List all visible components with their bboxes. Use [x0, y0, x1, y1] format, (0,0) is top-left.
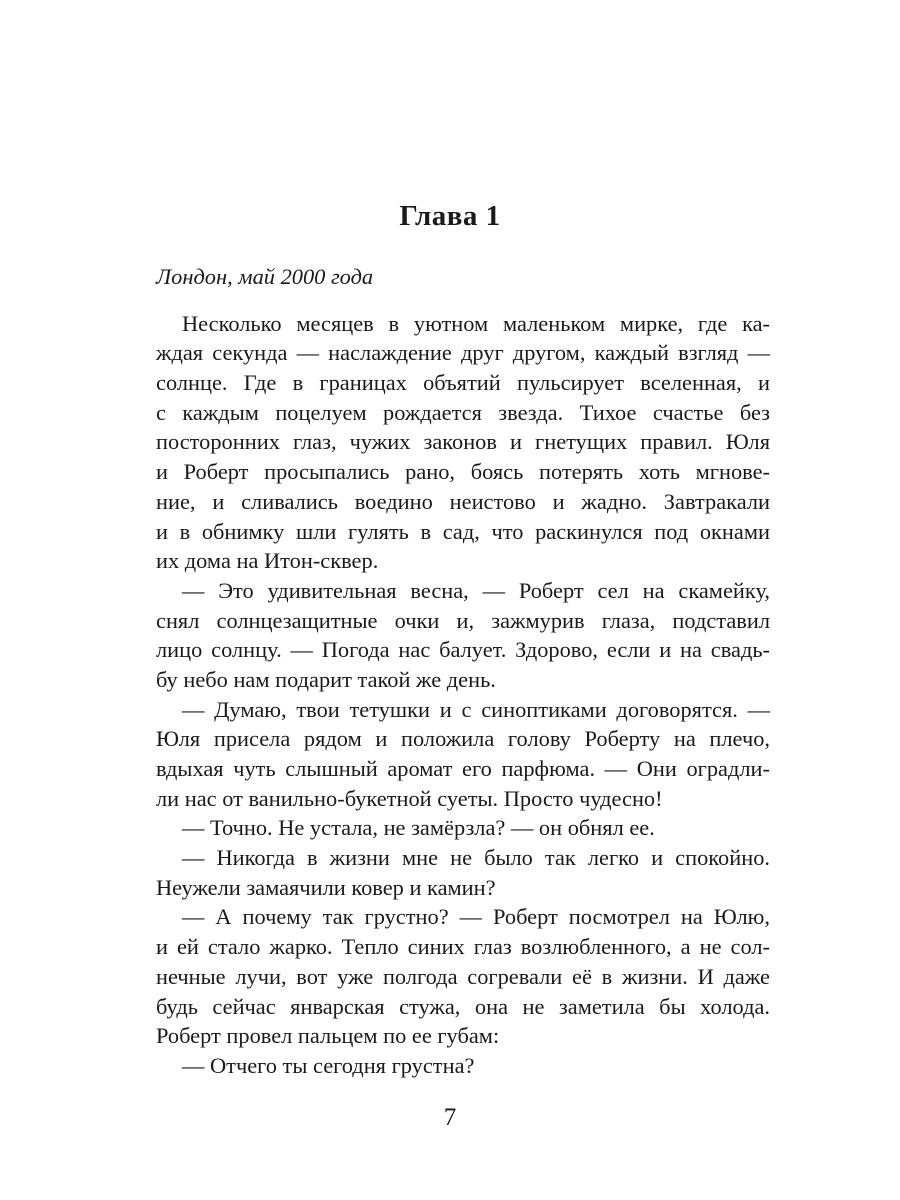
text-line: лицо солнцу. — Погода нас балует. Здорово, если и на свадь- [156, 637, 770, 663]
text-line: снял солнцезащитные очки и, зажмурив глаза, подставил [156, 607, 770, 633]
text-line: бу небо нам подарит такой же день. [156, 666, 496, 692]
text-line: — Никогда в жизни мне не было так легко и спокойно. [182, 845, 770, 871]
text-line: Роберт провел пальцем по ее губам: [156, 1023, 500, 1049]
place-date: Лондон, май 2000 года [156, 264, 374, 289]
text-line: их дома на Итон-сквер. [156, 548, 379, 574]
text-line: — А почему так грустно? — Роберт посмотрел на Юлю, [182, 904, 770, 930]
text-line: посторонних глаз, чужих законов и гнетущих правил. Юля [156, 429, 770, 455]
text-line: нечные лучи, вот уже полгода согревали её в жизни. И даже [156, 963, 770, 989]
page-number: 7 [443, 1104, 457, 1131]
text-line: Юля присела рядом и положила голову Роберту на плечо, [156, 726, 770, 752]
text-line: солнце. Где в границах объятий пульсирует вселенная, и [156, 370, 770, 396]
text-line: ние, и сливались воедино неистово и жадно. Завтракали [156, 488, 770, 514]
text-line: и ей стало жарко. Тепло синих глаз возлюбленного, а не сол- [156, 934, 770, 960]
text-line: ли нас от ванильно-букетной суеты. Просто чудесно! [156, 785, 663, 811]
text-line: и в обнимку шли гулять в сад, что раскинулся под окнами [156, 518, 770, 544]
text-line: и Роберт просыпались рано, боясь потерять хоть мгнове- [156, 459, 770, 485]
text-line: — Думаю, твои тетушки и с синоптиками договорятся. — [182, 696, 770, 722]
text-line: будь сейчас январская стужа, она не заметила бы холода. [156, 993, 770, 1019]
text-line: с каждым поцелуем рождается звезда. Тихое счастье без [156, 399, 770, 425]
text-line: вдыхая чуть слышный аромат его парфюма. — Они оградли- [156, 756, 770, 782]
text-line: — Это удивительная весна, — Роберт сел на скамейку, [182, 577, 770, 603]
text-line: — Точно. Не устала, не замёрзла? — он обнял ее. [182, 815, 655, 841]
text-line: Неужели замаячили ковер и камин? [156, 874, 496, 900]
text-line: ждая секунда — наслаждение друг другом, каждый взгляд — [156, 340, 770, 366]
text-line: Несколько месяцев в уютном маленьком мирке, где ка- [182, 310, 770, 336]
chapter-text [156, 262, 770, 1081]
text-line: — Отчего ты сегодня грустна? [182, 1052, 475, 1078]
chapter-title: Глава 1 [399, 200, 501, 232]
